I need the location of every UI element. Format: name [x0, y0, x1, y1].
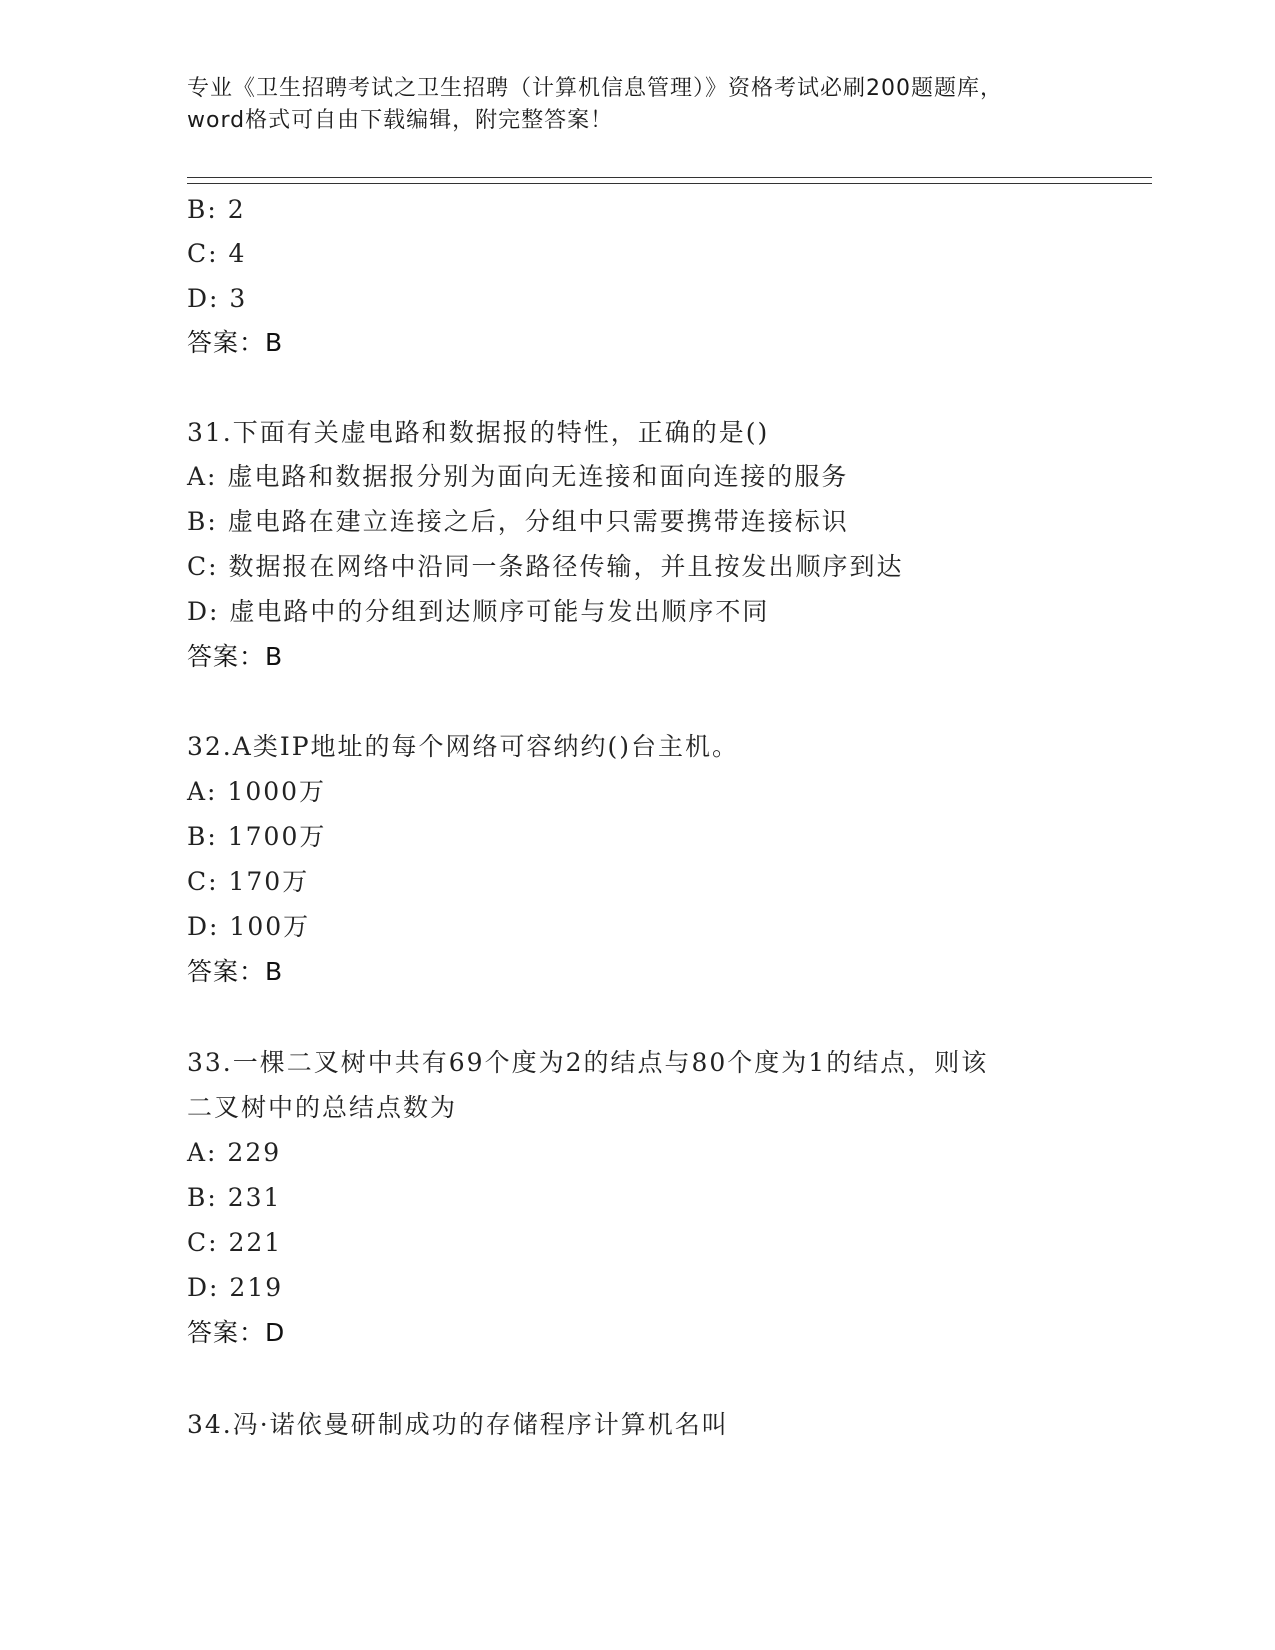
option-c: C: 4 — [187, 239, 247, 268]
option-d: D: 219 — [187, 1273, 284, 1302]
option-b: B: 2 — [187, 195, 246, 224]
option-c: C: 170万 — [187, 867, 310, 896]
question-32-stem: 32.A类IP地址的每个网络可容纳约()台主机。 — [187, 732, 740, 761]
answer-line: 答案：D — [187, 1318, 286, 1347]
header-divider — [187, 177, 1152, 184]
page-header — [187, 73, 1087, 137]
answer-line: 答案：B — [187, 957, 284, 986]
option-a: A: 虚电路和数据报分别为面向无连接和面向连接的服务 — [187, 462, 849, 491]
option-a: A: 1000万 — [187, 777, 327, 806]
option-d: D: 虚电路中的分组到达顺序可能与发出顺序不同 — [187, 597, 770, 626]
answer-line: 答案：B — [187, 328, 284, 357]
option-c: C: 数据报在网络中沿同一条路径传输，并且按发出顺序到达 — [187, 552, 904, 581]
option-a: A: 229 — [187, 1138, 282, 1167]
question-34-stem: 34.冯·诺依曼研制成功的存储程序计算机名叫 — [187, 1410, 729, 1439]
option-d: D: 3 — [187, 284, 248, 313]
option-b: B: 231 — [187, 1183, 282, 1212]
option-b: B: 虚电路在建立连接之后，分组中只需要携带连接标识 — [187, 507, 849, 536]
option-d: D: 100万 — [187, 912, 311, 941]
question-33-stem: 33.一棵二叉树中共有69个度为2的结点与80个度为1的结点，则该 — [187, 1048, 989, 1077]
answer-line: 答案：B — [187, 642, 284, 671]
header-line-1: 专业《卫生招聘考试之卫生招聘（计算机信息管理）》资格考试必刷200题题库， — [187, 76, 1003, 101]
question-31-stem: 31.下面有关虚电路和数据报的特性，正确的是() — [187, 418, 770, 447]
header-line-2: word格式可自由下载编辑，附完整答案！ — [187, 108, 614, 133]
question-33-stem-continued: 二叉树中的总结点数为 — [187, 1093, 458, 1122]
option-b: B: 1700万 — [187, 822, 327, 851]
option-c: C: 221 — [187, 1228, 283, 1257]
